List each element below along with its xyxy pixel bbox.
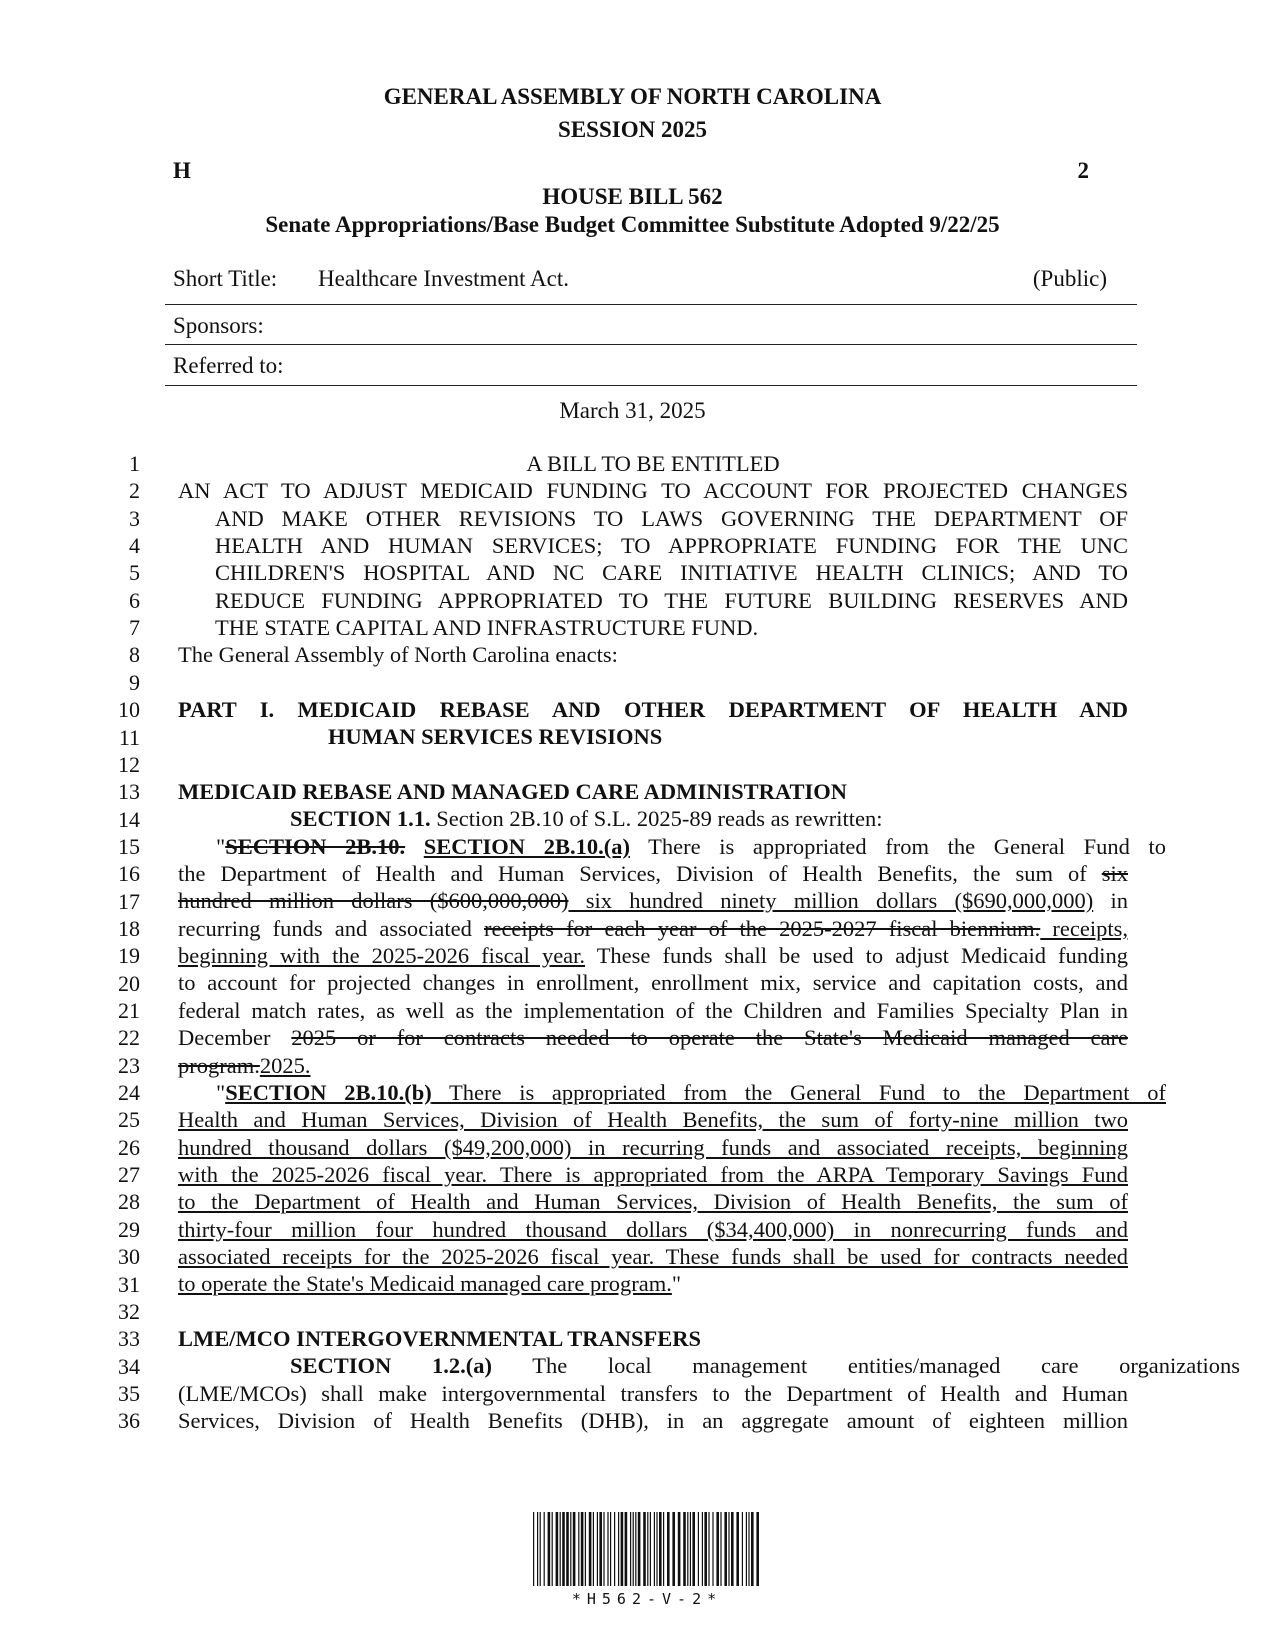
session-title: SESSION 2025: [558, 117, 707, 142]
act-title-line: REDUCE FUNDING APPROPRIATED TO THE FUTURE BUILDING RESERVES AND: [215, 588, 1128, 613]
line-number: 8: [129, 642, 140, 668]
barcode-bar: [650, 1512, 651, 1586]
line-number: 9: [129, 669, 140, 695]
enacting-clause: The General Assembly of North Carolina enacts:: [178, 642, 618, 667]
line-number: 34: [118, 1353, 140, 1379]
barcode-bar: [724, 1512, 727, 1586]
body-line: [178, 1079, 1166, 1107]
inserted-text: There is appropriated from the General Fund to the Department of: [431, 1080, 1166, 1105]
barcode-bar: [618, 1512, 619, 1586]
barcode-bar: [746, 1512, 747, 1586]
barcode-bar: [537, 1512, 538, 1586]
struck-text: receipts for each year of the 2025-2027 fiscal biennium.: [483, 916, 1041, 941]
version-number: 2: [1077, 158, 1089, 183]
inserted-line: to the Department of Health and Human Services, Division of Health Benefits, the sum of: [178, 1189, 1128, 1214]
barcode-bar: [647, 1512, 648, 1586]
public-label: (Public): [1032, 266, 1107, 291]
barcode-bar: [552, 1512, 553, 1586]
barcode-bar: [544, 1512, 545, 1586]
barcode-bar: [585, 1512, 586, 1586]
barcode-text: *H562-V-2*: [571, 1590, 723, 1608]
bill-title: HOUSE BILL 562: [542, 184, 723, 209]
inserted-line: with the 2025-2026 fiscal year. There is appropriated from the ARPA Temporary Savings Fund: [178, 1162, 1128, 1187]
barcode-bar: [630, 1512, 631, 1586]
line-number: 20: [118, 970, 140, 996]
body-line: federal match rates, as well as the implementation of the Children and Families Specialty Plan in: [178, 998, 1128, 1023]
section-heading: LME/MCO INTERGOVERNMENTAL TRANSFERS: [178, 1326, 701, 1351]
body-line: (LME/MCOs) shall make intergovernmental transfers to the Department of Health and Human: [178, 1381, 1128, 1406]
line-number: 10: [118, 697, 140, 723]
barcode-bar: [621, 1512, 624, 1586]
barcode-bar: [692, 1512, 695, 1586]
body-text: recurring funds and associated: [178, 916, 484, 941]
body-line: [178, 942, 1128, 970]
quote-mark: ": [671, 1271, 682, 1296]
body-line: [178, 915, 1128, 943]
barcode-bar: [603, 1512, 604, 1586]
quote-mark: ": [216, 1080, 226, 1105]
assembly-title: GENERAL ASSEMBLY OF NORTH CAROLINA: [383, 84, 882, 109]
barcode-bar: [654, 1512, 655, 1586]
line-number: 2: [129, 478, 140, 504]
struck-text: hundred million dollars ($600,000,000): [178, 888, 569, 913]
barcode-bar: [573, 1512, 576, 1586]
line-number: 28: [118, 1189, 140, 1215]
struck-text: program.: [178, 1053, 260, 1078]
space: [405, 834, 424, 859]
barcode-bar: [663, 1512, 664, 1586]
body-line: [178, 833, 1166, 861]
barcode-bar: [597, 1512, 598, 1586]
divider: [165, 385, 1137, 386]
barcode-bar: [702, 1512, 703, 1586]
line-number: 3: [129, 505, 140, 531]
inserted-text: receipts,: [1040, 916, 1129, 941]
body-line: [178, 1024, 1128, 1052]
body-line: [178, 805, 1240, 833]
section-number: SECTION 1.1.: [290, 806, 431, 831]
barcode-bar: [659, 1512, 662, 1586]
barcode-bar: [562, 1512, 565, 1586]
line-number: 13: [118, 779, 140, 805]
barcode-bar: [643, 1512, 646, 1586]
bill-entitled: A BILL TO BE ENTITLED: [526, 451, 780, 476]
act-title-line: CHILDREN'S HOSPITAL AND NC CARE INITIATIVE HEALTH CLINICS; AND TO: [215, 560, 1128, 585]
barcode-bar: [742, 1512, 743, 1586]
body-line: [178, 1352, 1240, 1380]
barcode: [533, 1512, 761, 1586]
line-number: 16: [118, 861, 140, 887]
line-number: 35: [118, 1380, 140, 1406]
barcode-bar: [578, 1512, 579, 1586]
barcode-bar: [704, 1512, 707, 1586]
body-text: in: [1093, 888, 1128, 913]
body-line: [178, 860, 1128, 888]
barcode-bar: [667, 1512, 670, 1586]
struck-text: 2025 or for contracts needed to operate the State's Medicaid managed care: [291, 1025, 1128, 1050]
barcode-bar: [633, 1512, 634, 1586]
inserted-text: 2025.: [259, 1053, 311, 1078]
barcode-bar: [728, 1512, 729, 1586]
body-line: [178, 1270, 1128, 1298]
quote-mark: ": [216, 834, 226, 859]
barcode-bar: [533, 1512, 534, 1586]
line-number: 31: [118, 1271, 140, 1297]
divider: [165, 304, 1137, 305]
body-text: the Department of Health and Human Services, Division of Health Benefits, the sum of: [178, 861, 1102, 886]
struck-text: SECTION 2B.10.: [225, 834, 406, 859]
inserted-line: thirty-four million four hundred thousand dollars ($34,400,000) in nonrecurring funds and: [178, 1217, 1128, 1242]
line-number: 33: [118, 1326, 140, 1352]
line-number: 17: [118, 888, 140, 914]
short-title: Healthcare Investment Act.: [318, 266, 569, 291]
line-number: 26: [118, 1134, 140, 1160]
barcode-bar: [698, 1512, 699, 1586]
referred-label: Referred to:: [173, 353, 284, 378]
barcode-bar: [690, 1512, 691, 1586]
substitute-title: Senate Appropriations/Base Budget Committee Substitute Adopted 9/22/25: [265, 212, 1000, 237]
act-title-line: HEALTH AND HUMAN SERVICES; TO APPROPRIATE FUNDING FOR THE UNC: [215, 533, 1128, 558]
section-number: SECTION 1.2.(a): [290, 1353, 492, 1378]
line-number: 1: [129, 451, 140, 476]
inserted-line: associated receipts for the 2025-2026 fiscal year. These funds shall be used for contracts needed: [178, 1244, 1128, 1269]
barcode-bar: [656, 1512, 657, 1586]
barcode-bar: [716, 1512, 719, 1586]
line-number: 11: [118, 724, 140, 750]
inserted-text: beginning with the 2025-2026 fiscal year.: [178, 943, 586, 968]
line-number: 25: [118, 1107, 140, 1133]
barcode-bar: [581, 1512, 584, 1586]
body-line: [178, 1052, 1128, 1080]
barcode-bar: [731, 1512, 734, 1586]
barcode-bar: [548, 1512, 551, 1586]
act-title-line: AND MAKE OTHER REVISIONS TO LAWS GOVERNING THE DEPARTMENT OF: [215, 506, 1128, 531]
inserted-line: Health and Human Services, Division of Health Benefits, the sum of forty-nine million two: [178, 1107, 1128, 1132]
barcode-bar: [720, 1512, 721, 1586]
body-text: These funds shall be used to adjust Medicaid funding: [585, 943, 1128, 968]
body-line: Services, Division of Health Benefits (DHB), in an aggregate amount of eighteen million: [178, 1408, 1128, 1433]
barcode-bar: [751, 1512, 754, 1586]
line-number: 19: [118, 943, 140, 969]
barcode-bar: [599, 1512, 602, 1586]
line-number: 12: [118, 751, 140, 777]
line-number: 24: [118, 1080, 140, 1106]
inserted-text: SECTION 2B.10.(a): [423, 834, 630, 859]
barcode-bar: [566, 1512, 569, 1586]
barcode-bar: [625, 1512, 628, 1586]
barcode-bar: [610, 1512, 611, 1586]
barcode-bar: [556, 1512, 559, 1586]
barcode-bar: [570, 1512, 571, 1586]
line-number: 22: [118, 1025, 140, 1051]
body-text: Section 2B.10 of S.L. 2025-89 reads as rewritten:: [430, 806, 883, 831]
section-heading: MEDICAID REBASE AND MANAGED CARE ADMINISTRATION: [178, 779, 848, 804]
barcode-bar: [712, 1512, 713, 1586]
body-text: The local management entities/managed care organizations: [491, 1353, 1240, 1378]
part-heading-cont: HUMAN SERVICES REVISIONS: [328, 724, 663, 749]
body-line: [178, 887, 1128, 915]
line-number: 14: [118, 806, 140, 832]
barcode-bar: [687, 1512, 688, 1586]
barcode-bar: [589, 1512, 592, 1586]
barcode-bar: [708, 1512, 709, 1586]
barcode-bar: [635, 1512, 636, 1586]
divider: [165, 344, 1137, 345]
line-number: 30: [118, 1244, 140, 1270]
barcode-bar: [638, 1512, 641, 1586]
barcode-bar: [678, 1512, 681, 1586]
struck-text: six: [1101, 861, 1128, 886]
barcode-bar: [736, 1512, 739, 1586]
line-number: 15: [118, 833, 140, 859]
line-number: 29: [118, 1216, 140, 1242]
inserted-text: six hundred ninety million dollars ($690,000,000): [568, 888, 1094, 913]
barcode-bar: [560, 1512, 561, 1586]
inserted-text: SECTION 2B.10.(b): [225, 1080, 432, 1105]
act-title-line: AN ACT TO ADJUST MEDICAID FUNDING TO ACCOUNT FOR PROJECTED CHANGES: [178, 478, 1128, 503]
barcode-bar: [614, 1512, 615, 1586]
barcode-bar: [672, 1512, 675, 1586]
bill-date: March 31, 2025: [559, 398, 706, 423]
short-title-label: Short Title:: [173, 266, 278, 291]
line-number: 5: [129, 560, 140, 586]
line-number: 4: [129, 533, 140, 559]
line-number: 6: [129, 587, 140, 613]
body-line: to account for projected changes in enrollment, enrollment mix, service and capitation costs, and: [178, 970, 1128, 995]
body-text: There is appropriated from the General Fund to: [629, 834, 1167, 859]
line-number: 32: [118, 1298, 140, 1324]
line-number: 23: [118, 1052, 140, 1078]
inserted-line: hundred thousand dollars ($49,200,000) in recurring funds and associated receipts, beginning: [178, 1135, 1128, 1160]
barcode-bar: [748, 1512, 749, 1586]
barcode-bar: [756, 1512, 759, 1586]
line-number: 21: [118, 998, 140, 1023]
line-number: 36: [118, 1408, 140, 1434]
sponsors-label: Sponsors:: [173, 313, 264, 338]
line-number: 7: [129, 615, 140, 641]
barcode-bar: [540, 1512, 541, 1586]
line-number: 27: [118, 1162, 140, 1188]
inserted-text: to operate the State's Medicaid managed care program.: [178, 1271, 672, 1296]
body-text: December: [178, 1025, 292, 1050]
part-heading: PART I. MEDICAID REBASE AND OTHER DEPARTMENT OF HEALTH AND: [178, 697, 1128, 722]
barcode-bar: [683, 1512, 686, 1586]
chamber-code: H: [173, 158, 191, 183]
line-number: 18: [118, 915, 140, 941]
act-title-line: THE STATE CAPITAL AND INFRASTRUCTURE FUND.: [215, 615, 759, 640]
barcode-bar: [607, 1512, 608, 1586]
barcode-bar: [593, 1512, 594, 1586]
